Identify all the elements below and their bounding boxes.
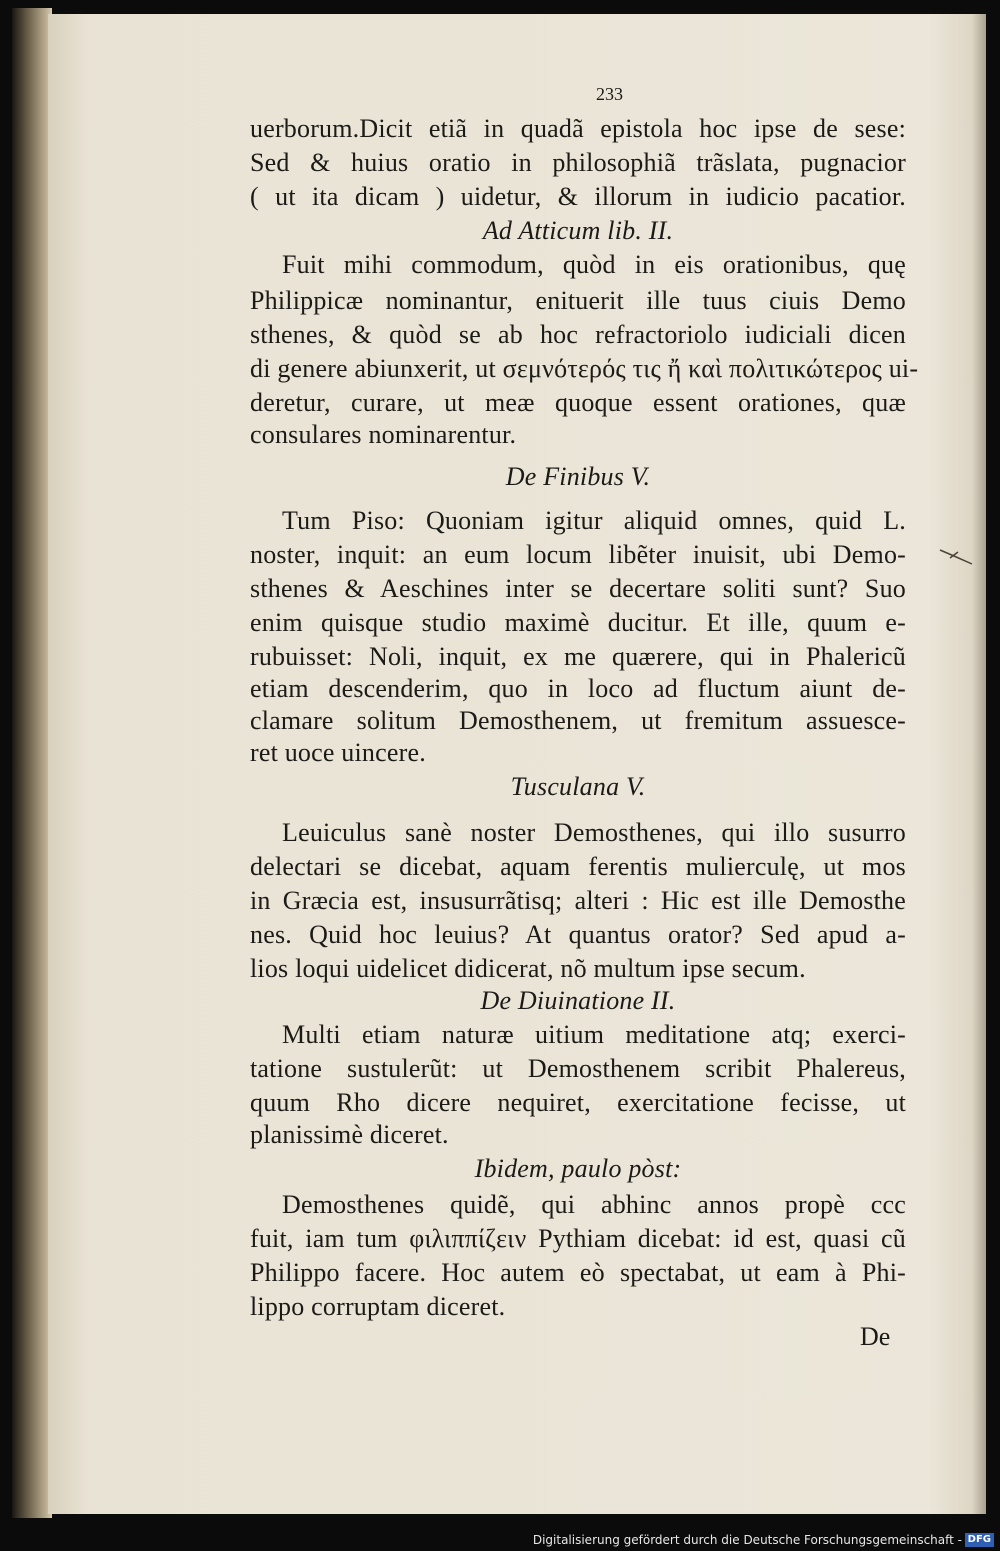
page-number: 233 xyxy=(596,84,623,104)
text-line: Philippo facere. Hoc autem eò spectabat, ut eam à Phi- xyxy=(250,1258,906,1287)
text-line: di genere abiunxerit, ut σεμνότερός τις ἤ καὶ πολιτικώτερος ui- xyxy=(250,354,919,383)
text-line: nes. Quid hoc leuius? At quantus orator? Sed apud a- xyxy=(250,920,906,949)
text-line: etiam descenderim, quo in loco ad fluctum aiunt de- xyxy=(250,674,906,703)
footer-credit: Digitalisierung gefördert durch die Deutsche Forschungsgemeinschaft - xyxy=(532,1533,962,1547)
text-line: deretur, curare, ut meæ quoque essent orationes, quæ xyxy=(250,388,906,417)
section-heading: Ibidem, paulo pòst: xyxy=(474,1154,682,1183)
text-line: lippo corruptam diceret. xyxy=(250,1292,506,1321)
text-line: fuit, iam tum φιλιππίζειν Pythiam dicebat: id est, quasi cũ xyxy=(250,1224,906,1253)
catchword: De xyxy=(860,1322,891,1351)
text-line: sthenes, & quòd se ab hoc refractoriolo iudiciali dicen xyxy=(250,320,906,349)
page-edge xyxy=(972,14,986,1514)
section-heading: De Diuinatione II. xyxy=(480,986,676,1015)
text-line: consulares nominarentur. xyxy=(250,420,517,449)
text-line: ( ut ita dicam ) uidetur, & illorum in iudicio pacatior. xyxy=(250,182,906,211)
section-heading: De Finibus V. xyxy=(505,462,651,491)
text-line: Demosthenes quidẽ, qui abhinc annos propè ccc xyxy=(282,1190,906,1219)
text-line: clamare solitum Demosthenem, ut fremitum assuesce- xyxy=(250,706,906,735)
text-line: tatione sustulerũt: ut Demosthenem scribit Phalereus, xyxy=(250,1054,906,1083)
text-line: ret uoce uincere. xyxy=(250,738,426,767)
text-line: uerborum.Dicit etiã in quadã epistola hoc ipse de sese: xyxy=(250,114,906,143)
text-line: quum Rho dicere nequiret, exercitatione fecisse, ut xyxy=(250,1088,906,1117)
text-line: enim quisque studio maximè ducitur. Et ille, quum e- xyxy=(250,608,906,637)
text-line: Multi etiam naturæ uitium meditatione atq; exerci- xyxy=(282,1020,906,1049)
text-line: noster, inquit: an eum locum libẽter inuisit, ubi Demo- xyxy=(250,540,906,569)
text-line: Sed & huius oratio in philosophiã trãslata, pugnacior xyxy=(250,148,906,177)
margin-mark xyxy=(938,546,978,566)
section-heading: Tusculana V. xyxy=(510,772,646,801)
text-line: lios loqui uidelicet didicerat, nõ multum ipse secum. xyxy=(250,954,806,983)
text-line: Leuiculus sanè noster Demosthenes, qui illo susurro xyxy=(282,818,906,847)
text-line: sthenes & Aeschines inter se decertare soliti sunt? Suo xyxy=(250,574,906,603)
text-line: Philippicæ nominantur, enituerit ille tuus ciuis Demo xyxy=(250,286,906,315)
book-spine xyxy=(12,8,52,1518)
text-line: Tum Piso: Quoniam igitur aliquid omnes, quid L. xyxy=(282,506,906,535)
text-line: rubuisset: Noli, inquit, ex me quærere, qui in Phalericũ xyxy=(250,642,906,671)
dfg-logo: DFG xyxy=(965,1533,994,1547)
section-heading: Ad Atticum lib. II. xyxy=(482,216,674,245)
text-line: in Græcia est, insusurrãtisq; alteri : Hic est ille Demosthe xyxy=(250,886,906,915)
text-line: delectari se dicebat, aquam ferentis mulierculę, ut mos xyxy=(250,852,906,881)
text-line: planissimè diceret. xyxy=(250,1120,449,1149)
text-line: Fuit mihi commodum, quòd in eis orationibus, quę xyxy=(282,250,906,279)
